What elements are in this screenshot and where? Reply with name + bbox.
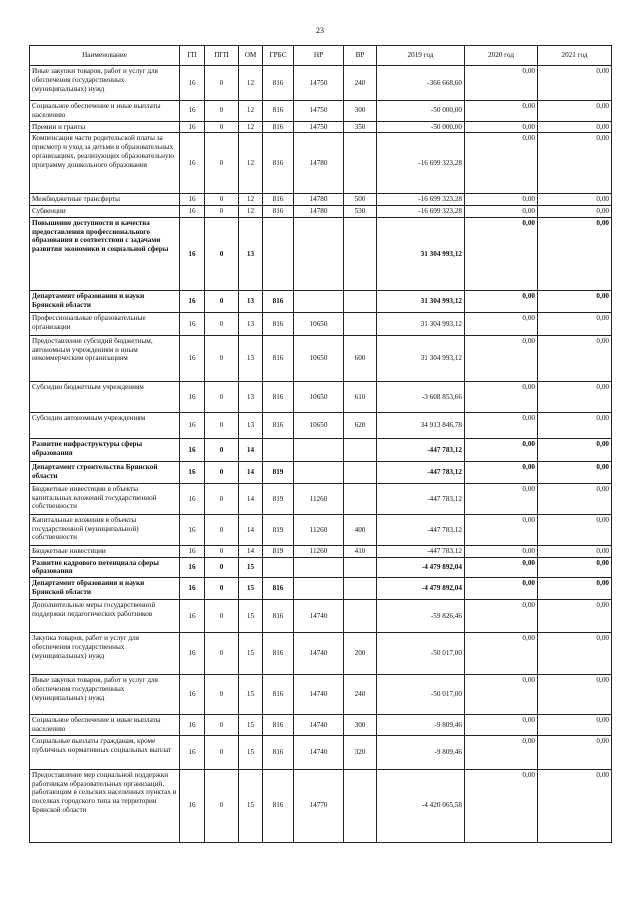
row-2019: -59 826,46 (377, 600, 465, 633)
row-vr: 320 (344, 735, 377, 769)
table-row (30, 217, 612, 290)
row-2021: 0,00 (538, 715, 612, 736)
row-pgp: 0 (205, 675, 239, 715)
row-nr: 14740 (294, 675, 344, 715)
row-2021: 0,00 (538, 312, 612, 335)
row-2021: 0,00 (538, 438, 612, 461)
row-gp: 16 (180, 514, 205, 545)
row-name: Департамент образования и науки Брянской области (30, 290, 180, 312)
row-pgp: 0 (205, 735, 239, 769)
row-name: Межбюджетные трансферты (30, 194, 180, 206)
table-row (30, 735, 612, 769)
row-gp: 16 (180, 133, 205, 194)
row-2019: 31 304 993,12 (377, 335, 465, 381)
row-pgp: 0 (205, 194, 239, 206)
row-gp: 16 (180, 66, 205, 101)
row-2021: 0,00 (538, 290, 612, 312)
row-name: Бюджетные инвестиции (30, 545, 180, 557)
row-2021: 0,00 (538, 194, 612, 206)
row-name: Развитие кадрового потенциала сферы образования (30, 557, 180, 578)
row-om: 12 (239, 101, 263, 122)
row-2020: 0,00 (465, 412, 538, 438)
row-grbs: 816 (263, 66, 294, 101)
table-row (30, 578, 612, 600)
row-2019: -16 699 323,28 (377, 133, 465, 194)
row-pgp: 0 (205, 600, 239, 633)
row-vr: 410 (344, 545, 377, 557)
row-nr: 14780 (294, 194, 344, 206)
row-vr: 500 (344, 194, 377, 206)
row-2021: 0,00 (538, 483, 612, 514)
row-om: 12 (239, 133, 263, 194)
row-nr: 14740 (294, 715, 344, 736)
row-2019: -3 608 853,66 (377, 381, 465, 412)
row-vr (344, 217, 377, 290)
row-2021: 0,00 (538, 769, 612, 842)
row-2021: 0,00 (538, 578, 612, 600)
row-nr: 11260 (294, 483, 344, 514)
row-2019: 34 913 846,78 (377, 412, 465, 438)
row-2019: -50 000,00 (377, 101, 465, 122)
row-2020: 0,00 (465, 335, 538, 381)
row-om: 15 (239, 600, 263, 633)
row-om: 14 (239, 545, 263, 557)
table-row (30, 381, 612, 412)
row-nr: 10650 (294, 312, 344, 335)
row-pgp: 0 (205, 483, 239, 514)
row-om: 15 (239, 675, 263, 715)
row-name: Бюджетные инвестиции в объекты капитальных вложений государственной собственности (30, 483, 180, 514)
row-nr: 14770 (294, 769, 344, 842)
header-grbs: ГРБС (263, 46, 294, 66)
row-nr: 14750 (294, 66, 344, 101)
row-gp: 16 (180, 217, 205, 290)
row-2020: 0,00 (465, 483, 538, 514)
row-gp: 16 (180, 735, 205, 769)
row-gp: 16 (180, 335, 205, 381)
row-vr (344, 461, 377, 483)
row-2021: 0,00 (538, 735, 612, 769)
table-row (30, 335, 612, 381)
row-om: 12 (239, 66, 263, 101)
row-om: 15 (239, 557, 263, 578)
row-grbs: 816 (263, 578, 294, 600)
row-pgp: 0 (205, 461, 239, 483)
row-om: 13 (239, 217, 263, 290)
row-grbs: 816 (263, 121, 294, 133)
row-nr: 14780 (294, 206, 344, 218)
row-grbs: 816 (263, 412, 294, 438)
row-gp: 16 (180, 633, 205, 675)
row-grbs: 816 (263, 290, 294, 312)
row-vr: 600 (344, 335, 377, 381)
row-grbs (263, 438, 294, 461)
row-gp: 16 (180, 578, 205, 600)
row-vr (344, 600, 377, 633)
row-name: Социальное обеспечение и иные выплаты населению (30, 101, 180, 122)
row-2020: 0,00 (465, 133, 538, 194)
row-grbs: 819 (263, 514, 294, 545)
table-row (30, 194, 612, 206)
row-grbs: 816 (263, 312, 294, 335)
row-2020: 0,00 (465, 206, 538, 218)
table-row (30, 438, 612, 461)
table-row (30, 600, 612, 633)
row-nr (294, 578, 344, 600)
row-vr (344, 769, 377, 842)
header-pgp: ПГП (205, 46, 239, 66)
row-2020: 0,00 (465, 66, 538, 101)
row-2019: -16 699 323,28 (377, 194, 465, 206)
row-2020: 0,00 (465, 545, 538, 557)
row-gp: 16 (180, 438, 205, 461)
row-name: Повышение доступности и качества предоставления профессионального образования в соответствии с задачами развития экономики и социальной сферы (30, 217, 180, 290)
row-2019: -9 809,46 (377, 715, 465, 736)
row-2019: -50 017,00 (377, 633, 465, 675)
table-header-row (30, 46, 612, 66)
row-gp: 16 (180, 461, 205, 483)
row-pgp: 0 (205, 133, 239, 194)
row-pgp: 0 (205, 335, 239, 381)
row-nr: 14750 (294, 101, 344, 122)
row-grbs: 816 (263, 381, 294, 412)
row-gp: 16 (180, 715, 205, 736)
row-2021: 0,00 (538, 633, 612, 675)
row-nr: 14740 (294, 600, 344, 633)
row-vr: 240 (344, 675, 377, 715)
row-om: 13 (239, 312, 263, 335)
row-grbs: 816 (263, 735, 294, 769)
row-vr: 300 (344, 715, 377, 736)
row-gp: 16 (180, 545, 205, 557)
table-row (30, 633, 612, 675)
row-vr (344, 438, 377, 461)
row-gp: 16 (180, 206, 205, 218)
row-om: 15 (239, 633, 263, 675)
table-row (30, 206, 612, 218)
header-nr: НР (294, 46, 344, 66)
row-gp: 16 (180, 121, 205, 133)
row-grbs: 816 (263, 633, 294, 675)
row-name: Департамент образования и науки Брянской области (30, 578, 180, 600)
row-nr (294, 557, 344, 578)
row-om: 13 (239, 412, 263, 438)
row-2020: 0,00 (465, 675, 538, 715)
header-2019: 2019 год (377, 46, 465, 66)
row-grbs: 816 (263, 769, 294, 842)
row-2019: -447 783,12 (377, 461, 465, 483)
table-row (30, 675, 612, 715)
row-2021: 0,00 (538, 335, 612, 381)
row-vr: 300 (344, 101, 377, 122)
row-gp: 16 (180, 769, 205, 842)
row-2020: 0,00 (465, 578, 538, 600)
row-pgp: 0 (205, 290, 239, 312)
row-grbs: 816 (263, 101, 294, 122)
row-gp: 16 (180, 412, 205, 438)
row-vr: 610 (344, 381, 377, 412)
row-om: 15 (239, 578, 263, 600)
row-vr: 530 (344, 206, 377, 218)
row-2021: 0,00 (538, 121, 612, 133)
row-grbs: 816 (263, 206, 294, 218)
row-name: Дополнительные меры государственной поддержки педагогических работников (30, 600, 180, 633)
row-2019: -50 017,00 (377, 675, 465, 715)
table-row (30, 769, 612, 842)
row-pgp: 0 (205, 312, 239, 335)
row-2020: 0,00 (465, 715, 538, 736)
row-name: Социальное обеспечение и иные выплаты населению (30, 715, 180, 736)
row-2020: 0,00 (465, 600, 538, 633)
page-number: 23 (316, 26, 324, 35)
row-2019: -447 783,12 (377, 545, 465, 557)
row-pgp: 0 (205, 101, 239, 122)
row-name: Социальные выплаты гражданам, кроме публичных нормативных социальных выплат (30, 735, 180, 769)
row-gp: 16 (180, 483, 205, 514)
row-om: 14 (239, 483, 263, 514)
row-name: Капитальные вложения в объекты государственной (муниципальной) собственности (30, 514, 180, 545)
row-name: Закупка товаров, работ и услуг для обеспечения государственных (муниципальных) нужд (30, 633, 180, 675)
table-row (30, 290, 612, 312)
row-2019: -50 000,00 (377, 121, 465, 133)
row-2021: 0,00 (538, 557, 612, 578)
table-row (30, 461, 612, 483)
row-2019: 31 304 993,12 (377, 217, 465, 290)
row-2021: 0,00 (538, 545, 612, 557)
row-om: 14 (239, 514, 263, 545)
row-vr (344, 557, 377, 578)
row-2020: 0,00 (465, 121, 538, 133)
row-pgp: 0 (205, 381, 239, 412)
row-vr (344, 312, 377, 335)
row-2020: 0,00 (465, 381, 538, 412)
table-row (30, 312, 612, 335)
row-2019: -447 783,12 (377, 483, 465, 514)
row-2020: 0,00 (465, 557, 538, 578)
row-pgp: 0 (205, 121, 239, 133)
header-om: ОМ (239, 46, 263, 66)
row-name: Профессиональные образовательные организации (30, 312, 180, 335)
row-name: Предоставление субсидий бюджетным, автономным учреждениям и иным некоммерческим организациям (30, 335, 180, 381)
table-row (30, 66, 612, 101)
row-vr (344, 578, 377, 600)
row-name: Субвенции (30, 206, 180, 218)
row-om: 15 (239, 715, 263, 736)
row-2021: 0,00 (538, 133, 612, 194)
row-2021: 0,00 (538, 461, 612, 483)
row-om: 12 (239, 194, 263, 206)
row-om: 13 (239, 335, 263, 381)
row-2019: 31 304 993,12 (377, 312, 465, 335)
row-name: Субсидии бюджетным учреждениям (30, 381, 180, 412)
row-grbs: 816 (263, 335, 294, 381)
row-gp: 16 (180, 312, 205, 335)
row-2019: -4 420 065,58 (377, 769, 465, 842)
row-gp: 16 (180, 600, 205, 633)
table-row (30, 483, 612, 514)
row-2019: -4 479 892,04 (377, 557, 465, 578)
header-2021: 2021 год (538, 46, 612, 66)
row-pgp: 0 (205, 769, 239, 842)
row-om: 15 (239, 769, 263, 842)
table-row (30, 557, 612, 578)
row-2020: 0,00 (465, 101, 538, 122)
row-vr (344, 290, 377, 312)
table-row (30, 121, 612, 133)
row-2021: 0,00 (538, 381, 612, 412)
row-grbs: 816 (263, 600, 294, 633)
table-row (30, 412, 612, 438)
row-name: Иные закупки товаров, работ и услуг для обеспечения государственных (муниципальных) нужд (30, 66, 180, 101)
row-2020: 0,00 (465, 461, 538, 483)
row-2020: 0,00 (465, 514, 538, 545)
row-nr: 10650 (294, 412, 344, 438)
row-pgp: 0 (205, 412, 239, 438)
row-name: Департамент строительства Брянской области (30, 461, 180, 483)
table-row (30, 133, 612, 194)
row-2020: 0,00 (465, 290, 538, 312)
row-pgp: 0 (205, 206, 239, 218)
row-nr: 11260 (294, 545, 344, 557)
row-grbs: 816 (263, 133, 294, 194)
row-2020: 0,00 (465, 438, 538, 461)
row-name: Развитие инфраструктуры сферы образования (30, 438, 180, 461)
row-2020: 0,00 (465, 735, 538, 769)
table-row (30, 101, 612, 122)
row-nr: 11260 (294, 514, 344, 545)
budget-table (29, 45, 612, 843)
row-vr (344, 133, 377, 194)
row-vr: 400 (344, 514, 377, 545)
row-2019: -447 783,12 (377, 438, 465, 461)
row-2019: -4 479 892,04 (377, 578, 465, 600)
row-2019: -366 668,60 (377, 66, 465, 101)
row-grbs: 816 (263, 194, 294, 206)
row-grbs: 819 (263, 483, 294, 514)
table-row (30, 545, 612, 557)
row-om: 12 (239, 121, 263, 133)
row-2021: 0,00 (538, 101, 612, 122)
row-grbs: 819 (263, 545, 294, 557)
row-om: 15 (239, 735, 263, 769)
row-vr: 350 (344, 121, 377, 133)
row-2021: 0,00 (538, 412, 612, 438)
row-om: 12 (239, 206, 263, 218)
table-row (30, 715, 612, 736)
table-row (30, 514, 612, 545)
row-2019: -9 809,46 (377, 735, 465, 769)
row-2020: 0,00 (465, 312, 538, 335)
row-nr: 10650 (294, 335, 344, 381)
row-2020: 0,00 (465, 194, 538, 206)
row-2019: -447 783,12 (377, 514, 465, 545)
row-2020: 0,00 (465, 217, 538, 290)
row-2021: 0,00 (538, 66, 612, 101)
row-name: Иные закупки товаров, работ и услуг для обеспечения государственных (муниципальных) нужд (30, 675, 180, 715)
row-om: 14 (239, 461, 263, 483)
row-pgp: 0 (205, 66, 239, 101)
row-2021: 0,00 (538, 600, 612, 633)
row-nr: 14780 (294, 133, 344, 194)
row-pgp: 0 (205, 217, 239, 290)
row-nr (294, 461, 344, 483)
row-nr (294, 438, 344, 461)
row-pgp: 0 (205, 578, 239, 600)
row-pgp: 0 (205, 557, 239, 578)
row-nr: 10650 (294, 381, 344, 412)
row-om: 14 (239, 438, 263, 461)
row-om: 13 (239, 290, 263, 312)
row-2019: 31 304 993,12 (377, 290, 465, 312)
row-2021: 0,00 (538, 514, 612, 545)
row-grbs: 816 (263, 715, 294, 736)
table-body (30, 66, 612, 843)
row-name: Премии и гранты (30, 121, 180, 133)
row-vr: 240 (344, 66, 377, 101)
row-om: 13 (239, 381, 263, 412)
row-gp: 16 (180, 381, 205, 412)
row-grbs (263, 217, 294, 290)
header-name: Наименование (30, 46, 180, 66)
row-2020: 0,00 (465, 633, 538, 675)
row-grbs (263, 557, 294, 578)
row-2021: 0,00 (538, 675, 612, 715)
row-nr: 14740 (294, 735, 344, 769)
row-2019: -16 699 323,28 (377, 206, 465, 218)
row-pgp: 0 (205, 438, 239, 461)
row-nr (294, 217, 344, 290)
row-name: Предоставление мер социальной поддержки работникам образовательных организаций, работающим в сельских населенных пунктах и поселках городского типа на территории Брянской области (30, 769, 180, 842)
header-gp: ГП (180, 46, 205, 66)
row-gp: 16 (180, 557, 205, 578)
row-gp: 16 (180, 194, 205, 206)
row-pgp: 0 (205, 514, 239, 545)
row-2020: 0,00 (465, 769, 538, 842)
row-vr: 200 (344, 633, 377, 675)
row-grbs: 816 (263, 675, 294, 715)
row-vr (344, 483, 377, 514)
row-2021: 0,00 (538, 206, 612, 218)
row-2021: 0,00 (538, 217, 612, 290)
header-vr: ВР (344, 46, 377, 66)
row-name: Субсидии автономным учреждениям (30, 412, 180, 438)
row-nr: 14740 (294, 633, 344, 675)
row-nr (294, 290, 344, 312)
row-gp: 16 (180, 290, 205, 312)
row-gp: 16 (180, 101, 205, 122)
row-grbs: 819 (263, 461, 294, 483)
row-pgp: 0 (205, 633, 239, 675)
row-pgp: 0 (205, 545, 239, 557)
header-2020: 2020 год (465, 46, 538, 66)
row-pgp: 0 (205, 715, 239, 736)
row-nr: 14750 (294, 121, 344, 133)
row-gp: 16 (180, 675, 205, 715)
row-name: Компенсация части родительской платы за присмотр и уход за детьми в образовательных организациях, реализующих образовательную программу дошкольного образования (30, 133, 180, 194)
row-vr: 620 (344, 412, 377, 438)
